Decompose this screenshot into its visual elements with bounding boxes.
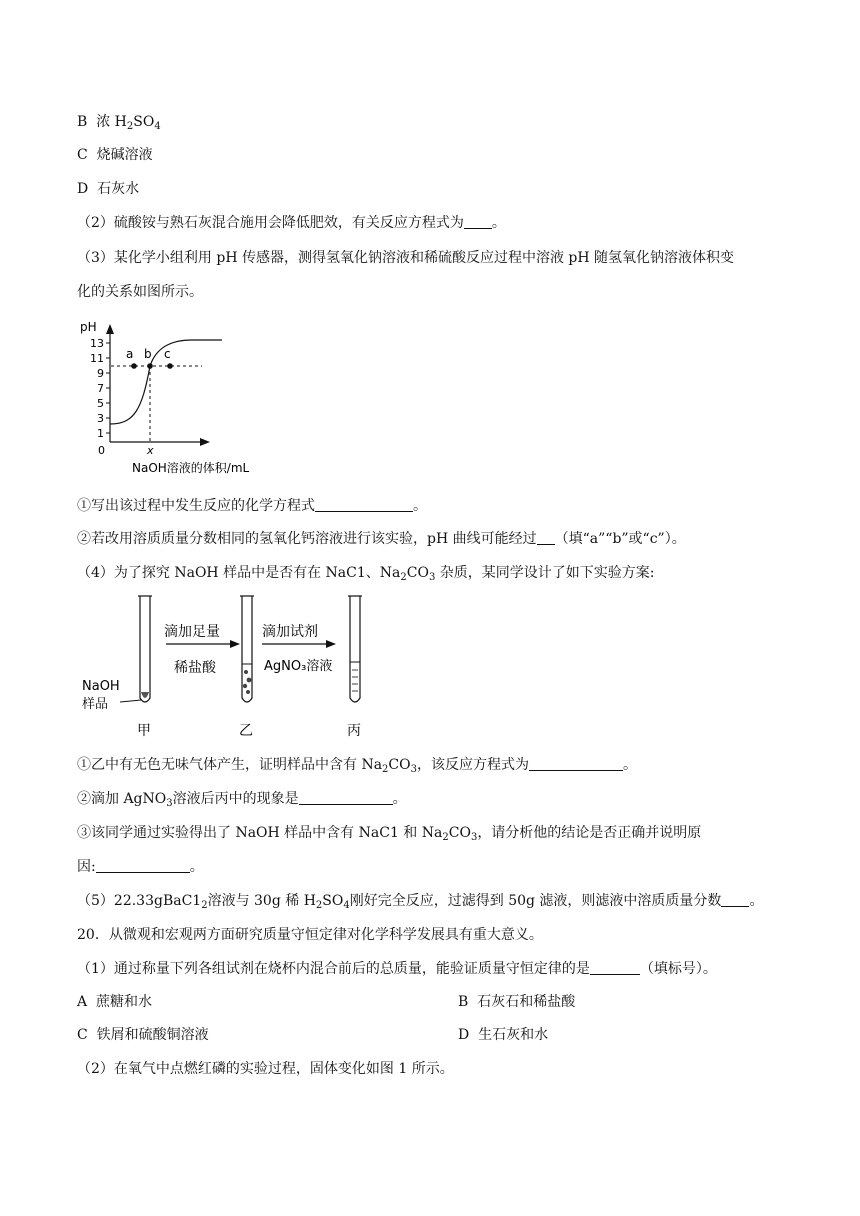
- y-tick: 3: [97, 412, 104, 425]
- option-b: B 石灰石和稀盐酸: [458, 994, 576, 1010]
- test-tube-bing: [348, 596, 362, 702]
- origin-label: 0: [98, 444, 105, 457]
- option-d: D 石灰水: [77, 181, 140, 197]
- answer-blank[interactable]: [590, 960, 640, 975]
- arrow1-label-top: 滴加足量: [164, 624, 220, 640]
- question-4-sub1: ①乙中有无色无味气体产生，证明样品中含有 $Na_2CO_3$，该反应方程式为 。: [77, 757, 637, 775]
- question-3-sub2: ②若改用溶质质量分数相同的氢氧化钙溶液进行该实验，pH 曲线可能经过 （填“a”“b”或“c”）。: [77, 531, 686, 547]
- option-c: C 铁屑和硫酸铜溶液: [77, 1027, 209, 1043]
- answer-blank[interactable]: [299, 790, 393, 805]
- point-label-c: c: [164, 347, 171, 361]
- sample-label-line2: 样品: [82, 697, 109, 712]
- option-c: C 烧碱溶液: [77, 147, 153, 163]
- question-4-sub3: ③该同学通过实验得出了 NaOH 样品中含有 NaC1 和 $Na_2CO_3$，请分析他的结论是否正确并说明原: [77, 825, 702, 843]
- y-tick: 11: [90, 352, 104, 365]
- option-d: D 生石灰和水: [458, 1027, 549, 1043]
- point-label-b: b: [144, 347, 152, 361]
- question-20-title: 20．从微观和宏观两方面研究质量守恒定律对化学科学发展具有重大意义。: [77, 927, 543, 943]
- y-tick: 13: [90, 337, 104, 350]
- tube-label-jia: 甲: [137, 723, 151, 739]
- question-4-intro: （4）为了探究 NaOH 样品中是否有在 NaC1、$Na_2CO_3$ 杂质，某同学设计了如下实验方案:: [77, 565, 655, 583]
- arrow2-label-top: 滴加试剂: [262, 624, 318, 640]
- y-tick: 9: [97, 367, 104, 380]
- option-b: B 浓 $H_2SO_4$: [77, 114, 161, 132]
- y-axis-label: pH: [80, 320, 97, 334]
- y-tick: 1: [97, 427, 104, 440]
- x-tick-label: x: [147, 444, 154, 457]
- answer-blank[interactable]: [315, 497, 413, 512]
- point-label-a: a: [126, 347, 134, 361]
- sample-label-line1: NaOH: [82, 679, 120, 694]
- y-tick: 5: [97, 397, 104, 410]
- option-a: A 蔗糖和水: [77, 994, 153, 1010]
- answer-blank[interactable]: [96, 858, 190, 873]
- question-3-line1: （3）某化学小组利用 pH 传感器，测得氢氧化钠溶液和稀硫酸反应过程中溶液 pH 随氢氧化钠溶液体积变: [77, 250, 735, 266]
- tube-label-yi: 乙: [239, 723, 253, 739]
- point-b: [147, 363, 153, 369]
- answer-blank[interactable]: [721, 892, 749, 907]
- tube-label-bing: 丙: [347, 723, 361, 739]
- test-tube-yi: [240, 596, 254, 702]
- question-4-sub3-line2: 因: 。: [77, 859, 204, 875]
- answer-blank[interactable]: [537, 530, 555, 545]
- question-4-sub2: ②滴加 AgNO$_3$溶液后丙中的现象是 。: [77, 791, 407, 809]
- point-a: [131, 363, 137, 369]
- ph-curve-graph: [76, 314, 316, 478]
- question-2: （2）硫酸铵与熟石灰混合施用会降低肥效，有关反应方程式为 。: [77, 215, 506, 231]
- question-20-sub2: （2）在氧气中点燃红磷的实验过程，固体变化如图 1 所示。: [77, 1061, 454, 1077]
- question-5: $(5)22.33gBaC1_2$溶液与 30g 稀 $H_2SO_4$刚好完全反应，过滤得到 50g 滤液，则滤液中溶质质量分数 。: [77, 893, 764, 911]
- answer-blank[interactable]: [529, 756, 623, 771]
- test-tube-jia: [138, 596, 152, 702]
- answer-blank[interactable]: [464, 214, 492, 229]
- point-c: [167, 363, 173, 369]
- experiment-diagram: [76, 592, 396, 742]
- arrow2-label-bottom: AgNO₃溶液: [264, 659, 333, 674]
- question-3-sub1: ①写出该过程中发生反应的化学方程式 。: [77, 498, 427, 514]
- y-tick: 7: [97, 382, 104, 395]
- x-axis-label: NaOH溶液的体积/mL: [132, 461, 250, 475]
- question-3-line2: 化的关系如图所示。: [77, 284, 203, 300]
- question-20-sub1: （1）通过称量下列各组试剂在烧杯内混合前后的总质量，能验证质量守恒定律的是 （填标号）。: [77, 961, 717, 977]
- arrow1-label-bottom: 稀盐酸: [174, 660, 216, 676]
